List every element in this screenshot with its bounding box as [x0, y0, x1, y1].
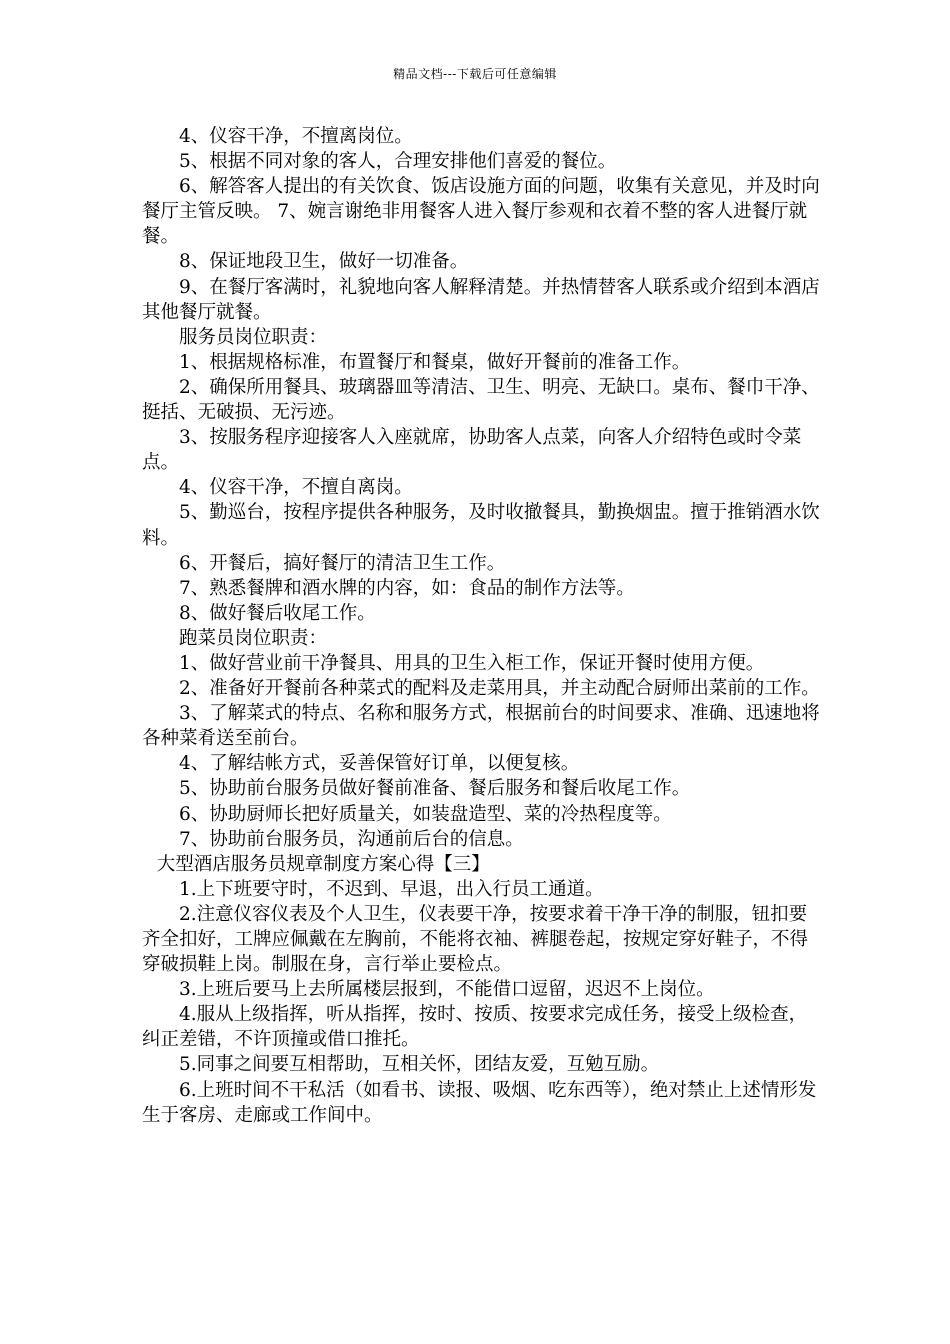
section-title: 大型酒店服务员规章制度方案心得【三】 — [156, 853, 490, 875]
paragraph: 1、根据规格标准，布置餐厅和餐桌，做好开餐前的准备工作。 — [179, 351, 691, 373]
paragraph: 7、协助前台服务员，沟通前后台的信息。 — [179, 828, 524, 850]
paragraph: 8、保证地段卫生，做好一切准备。 — [179, 251, 469, 273]
paragraph: 5、勤巡台，按程序提供各种服务，及时收撤餐具，勤换烟盅。擅于推销酒水饮料。 — [142, 502, 820, 549]
paragraph: 4、仪容干净，不擅离岗位。 — [179, 126, 413, 147]
paragraph: 6、开餐后，搞好餐厅的清洁卫生工作。 — [179, 552, 506, 574]
paragraph: 6、解答客人提出的有关饮食、饭店设施方面的问题，收集有关意见，并及时向餐厅主管反映。 7、婉言谢绝非用餐客人进入餐厅参观和衣着不整的客人进餐厅就餐。 — [142, 176, 820, 248]
paragraph: 2、准备好开餐前各种菜式的配料及走菜用具，并主动配合厨师出菜前的工作。 — [179, 678, 820, 700]
document-body — [142, 124, 822, 1128]
paragraph: 8、做好餐后收尾工作。 — [179, 602, 376, 624]
page-header: 精品文档---下载后可任意编辑 — [393, 67, 557, 81]
paragraph: 9、在餐厅客满时，礼貌地向客人解释清楚。并热情替客人联系或介绍到本酒店其他餐厅就餐。 — [142, 276, 820, 323]
paragraph: 5.同事之间要互相帮助，互相关怀，团结友爱，互勉互励。 — [179, 1054, 660, 1076]
paragraph: 3.上班后要马上去所属楼层报到，不能借口逗留，迟迟不上岗位。 — [179, 979, 715, 1001]
paragraph: 2.注意仪容仪表及个人卫生，仪表要干净，按要求着干净干净的制服，钮扣要齐全扣好，工牌应佩戴在左胸前，不能将衣袖、裤腿卷起，按规定穿好鞋子，不得穿破损鞋上岗。制服在身，言行举止要检点。 — [142, 903, 809, 976]
paragraph: 4.服从上级指挥，听从指挥，按时、按质、按要求完成任务，接受上级检查，纠正差错，不许顶撞或借口推托。 — [142, 1004, 808, 1051]
paragraph: 5、根据不同对象的客人，合理安排他们喜爱的餐位。 — [179, 151, 617, 173]
paragraph: 3、按服务程序迎接客人入座就席，协助客人点菜，向客人介绍特色或时令菜点。 — [142, 427, 802, 474]
paragraph: 6.上班时间不干私活（如看书、读报、吸烟、吃东西等），绝对禁止上述情形发生于客房、走廊或工作间中。 — [142, 1079, 817, 1126]
paragraph: 6、协助厨师长把好质量关，如装盘造型、菜的冷热程度等。 — [179, 803, 672, 825]
section-heading: 跑菜员岗位职责： — [179, 627, 328, 649]
paragraph: 1.上下班要守时，不迟到、早退，出入行员工通道。 — [179, 878, 604, 900]
paragraph: 5、协助前台服务员做好餐前准备、餐后服务和餐后收尾工作。 — [179, 778, 691, 800]
section-heading: 服务员岗位职责： — [179, 326, 328, 348]
paragraph: 4、了解结帐方式，妥善保管好订单，以便复核。 — [179, 753, 580, 775]
paragraph: 4、仪容干净，不擅自离岗。 — [179, 477, 413, 499]
paragraph: 1、做好营业前干净餐具、用具的卫生入柜工作，保证开餐时使用方便。 — [179, 652, 765, 674]
paragraph: 2、确保所用餐具、玻璃器皿等清洁、卫生、明亮、无缺口。桌布、餐巾干净、挺括、无破损、无污迹。 — [142, 376, 820, 424]
paragraph: 7、熟悉餐牌和酒水牌的内容，如：食品的制作方法等。 — [179, 577, 635, 599]
paragraph: 3、了解菜式的特点、名称和服务方式，根据前台的时间要求、准确、迅速地将各种菜肴送至前台。 — [142, 703, 820, 750]
